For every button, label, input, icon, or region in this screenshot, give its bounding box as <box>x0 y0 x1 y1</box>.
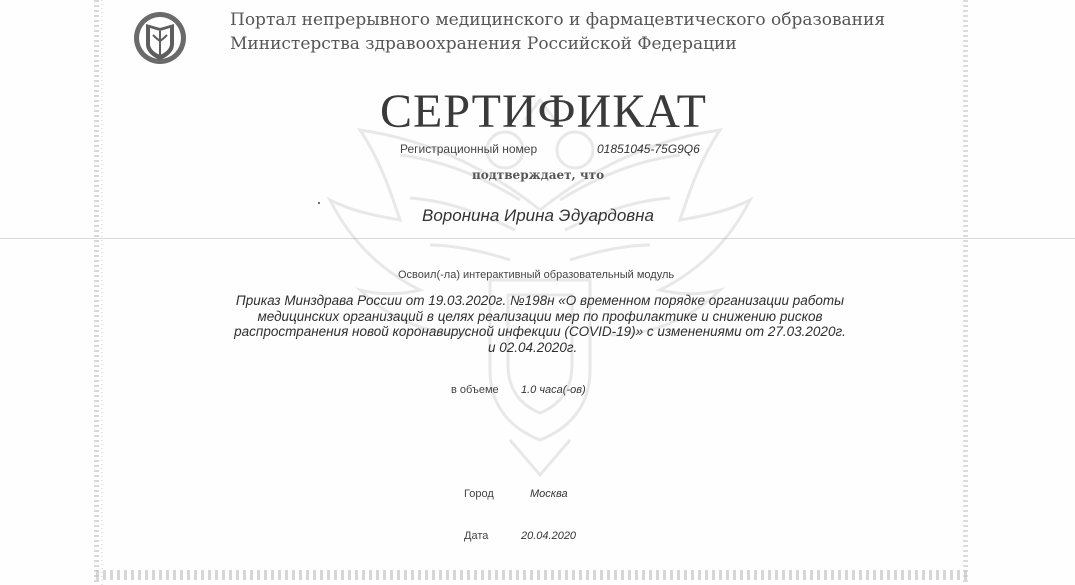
certificate-holder-name: Воронина Ирина Эдуардовна <box>422 206 654 225</box>
certificate-title: СЕРТИФИКАТ <box>380 85 707 138</box>
date-value: 20.04.2020 <box>521 530 577 542</box>
registration-number-value: 01851045-75G9Q6 <box>597 142 700 156</box>
module-title <box>215 293 865 355</box>
portal-logo-icon <box>126 8 194 68</box>
city-label: Город <box>464 488 494 500</box>
module-title-line: Приказ Минздрава России от 19.03.2020г. №198н «О временном порядке организации работы <box>235 293 845 308</box>
confirms-label: подтверждает, что <box>472 168 605 182</box>
volume-label: в объеме <box>451 384 499 396</box>
volume-value: 1.0 часа(-ов) <box>521 384 586 396</box>
ornamental-border-bottom <box>96 570 968 580</box>
ornamental-border-left-inner <box>101 0 103 585</box>
registration-number-label: Регистрационный номер <box>400 142 538 156</box>
portal-name: Портал непрерывного медицинского и фармацевтического образования <box>230 10 886 30</box>
date-label: Дата <box>464 530 489 542</box>
city-value: Москва <box>530 488 568 500</box>
ministry-name: Министерства здравоохранения Российской Федерации <box>230 34 737 54</box>
module-title-line: медицинских организаций в целях реализации мер по профилактике и снижению рисков <box>257 308 823 324</box>
ornamental-border-right <box>963 0 968 585</box>
ornamental-border-left <box>94 0 99 585</box>
module-title-line: и 02.04.2020г. <box>488 339 578 355</box>
scan-speck <box>318 202 320 204</box>
mastered-module-label: Освоил(-ла) интерактивный образовательный модуль <box>398 269 675 281</box>
module-title-line: распространения новой коронавирусной инфекции (COVID-19)» с изменениями от 27.03.2020г. <box>234 324 846 339</box>
